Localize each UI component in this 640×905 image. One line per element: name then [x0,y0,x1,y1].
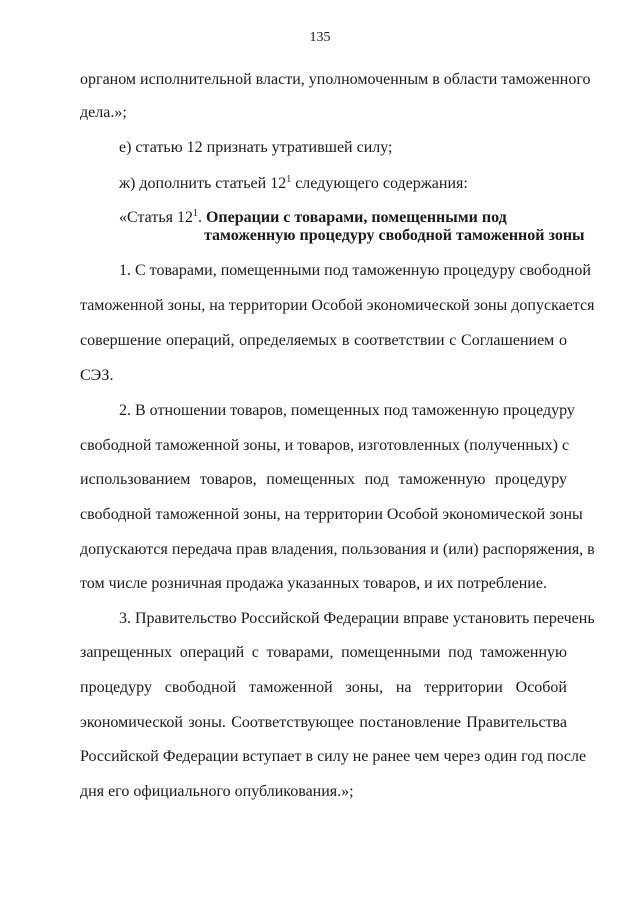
paragraph-1-line: совершение операций, определяемых в соответствии с Соглашением о [80,332,567,349]
paragraph-3-line: 3. Правительство Российской Федерации вправе установить перечень [119,610,595,627]
paragraph-3-line: экономической зоны. Соответствующее постановление Правительства [80,714,567,731]
article-label-superscript: 1 [192,208,198,219]
paragraph-2-line: свободной таможенной зоны, на территории Особой экономической зоны [80,506,583,523]
text-line: дела.»; [80,104,127,121]
article-title-line1: Операции с товарами, помещенными под [205,209,507,226]
paragraph-1-line: 1. С товарами, помещенными под таможенную процедуру свободной [119,262,591,279]
paragraph-2-line: свободной таможенной зоны, и товаров, изготовленных (полученных) с [80,437,570,454]
paragraph-3-line: процедуру свободной таможенной зоны, на территории Особой [80,679,567,696]
page-number: 135 [309,30,331,45]
paragraph-3-line: Российской Федерации вступает в силу не ранее чем через один год после [80,748,587,765]
item-zh-suffix: следующего содержания: [291,175,468,192]
paragraph-1-line: таможенной зоны, на территории Особой экономической зоны допускается [80,297,595,314]
paragraph-2-line: том числе розничная продажа указанных товаров, и их потребление. [80,575,547,592]
paragraph-3-line: дня его официального опубликования.»; [80,783,354,800]
article-label: «Статья 12 [119,209,193,226]
paragraph-2-line: допускаются передача прав владения, пользования и (или) распоряжения, в [80,541,595,558]
item-e: е) статью 12 признать утратившей силу; [119,139,393,156]
paragraph-2-line: использованием товаров, помещенных под таможенную процедуру [80,471,567,488]
paragraph-1-line: СЭЗ. [80,367,114,384]
paragraph-2-line: 2. В отношении товаров, помещенных под таможенную процедуру [119,402,575,419]
paragraph-3-line: запрещенных операций с товарами, помещенными под таможенную [80,644,567,661]
text-line: органом исполнительной власти, уполномоченным в области таможенного [80,71,591,88]
article-title-line2: таможенную процедуру свободной таможенной зоны [204,227,585,244]
item-zh-superscript: 1 [286,174,292,185]
item-zh [119,174,567,194]
item-zh-prefix: ж) дополнить статьей 12 [119,175,287,192]
article-label-dot: . [197,209,202,226]
article-heading [119,208,606,228]
